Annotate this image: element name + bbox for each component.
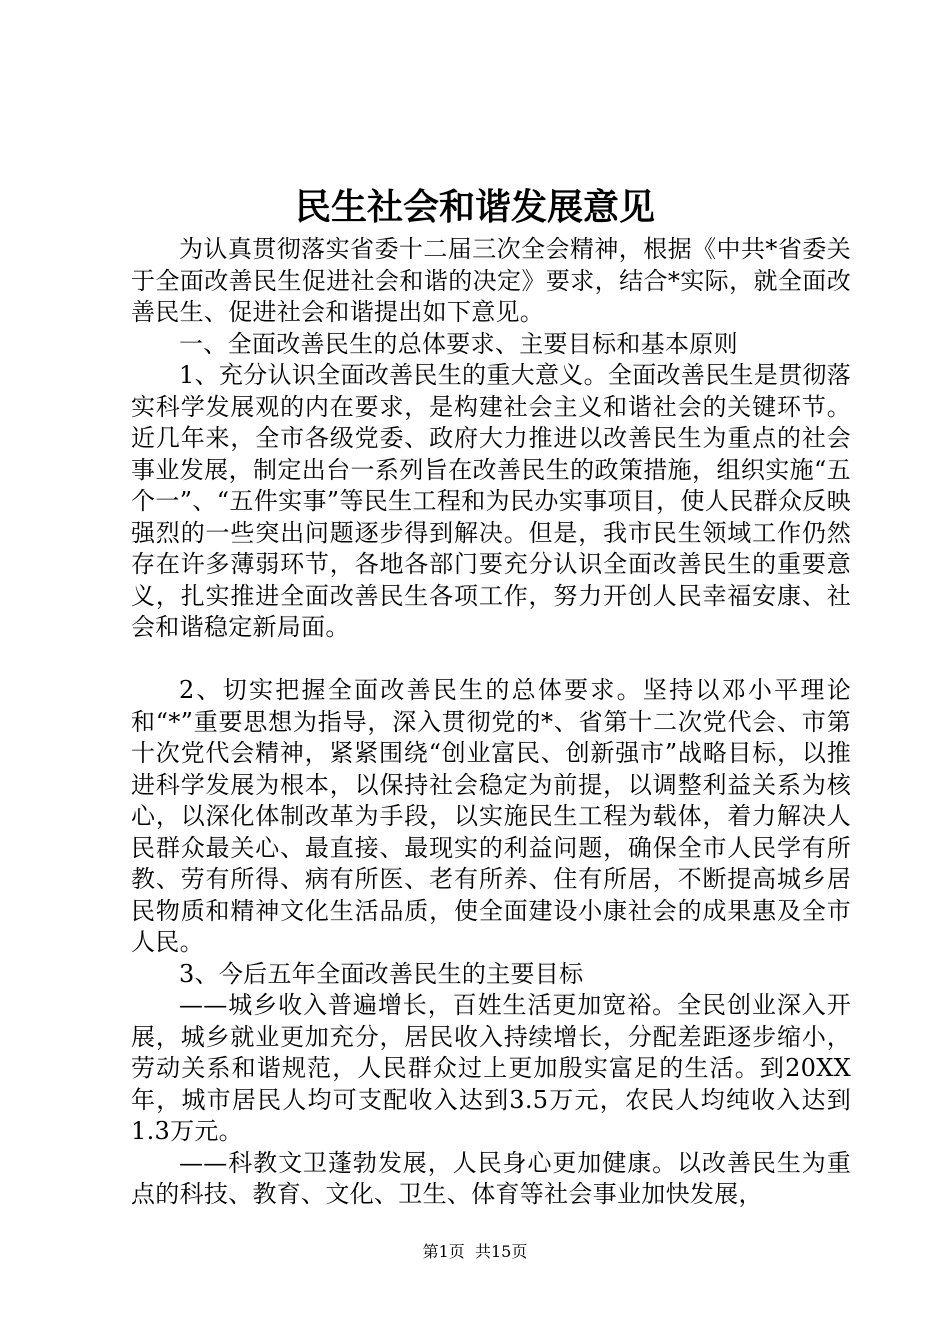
paragraph-point-1: 1、充分认识全面改善民生的重大意义。全面改善民生是贯彻落实科学发展观的内在要求，是构建社会主义和谐社会的关键环节。近几年来，全市各级党委、政府大力推进以改善民生为重点的社会事业发展，制定出台一系列旨在改善民生的政策措施，组织实施“五个一”、“五件实事”等民生工程和为民办实事项目，使人民群众反映强烈的一些突出问题逐步得到解决。但是，我市民生领域工作仍然存在许多薄弱环节，各地各部门要充分认识全面改善民生的重要意义，扎实推进全面改善民生各项工作，努力开创人民幸福安康、社会和谐稳定新局面。 [131, 361, 851, 641]
paragraph-point-3-heading: 3、今后五年全面改善民生的主要目标 [179, 959, 584, 988]
paragraph-intro: 为认真贯彻落实省委十二届三次全会精神，根据《中共*省委关于全面改善民生促进社会和谐的决定》要求，结合*实际，就全面改善民生、促进社会和谐提出如下意见。 [131, 235, 851, 326]
paragraph-point-2: 2、切实把握全面改善民生的总体要求。坚持以邓小平理论和“*”重要思想为指导，深入贯彻党的*、省第十二次党代会、市第十次党代会精神，紧紧围绕“创业富民、创新强市”战略目标，以推进科学发展为根本，以保持社会稳定为前提，以调整利益关系为核心，以深化体制改革为手段，以实施民生工程为载体，着力解决人民群众最关心、最直接、最现实的利益问题，确保全市人民学有所教、劳有所得、病有所医、老有所养、住有所居，不断提高城乡居民物质和精神文化生活品质，使全面建设小康社会的成果惠及全市人民。 [131, 676, 851, 956]
paragraph-goal-social: ——科教文卫蓬勃发展，人民身心更加健康。以改善民生为重点的科技、教育、文化、卫生、体育等社会事业加快发展， [131, 1148, 851, 1208]
page-total: 共15页 [474, 1242, 528, 1261]
document-title: 民生社会和谐发展意见 [294, 187, 655, 228]
paragraph-goal-income: ——城乡收入普遍增长，百姓生活更加宽裕。全民创业深入开展，城乡就业更加充分，居民收入持续增长，分配差距逐步缩小，劳动关系和谐规范，人民群众过上更加殷实富足的生活。到20XX年，城市居民人均可支配收入达到3.5万元，农民人均纯收入达到1.3万元。 [131, 991, 851, 1145]
page-number: 第1页 [422, 1242, 465, 1261]
page-footer [0, 1240, 950, 1264]
section-heading-1: 一、全面改善民生的总体要求、主要目标和基本原则 [179, 329, 738, 358]
document-body [131, 234, 851, 1211]
